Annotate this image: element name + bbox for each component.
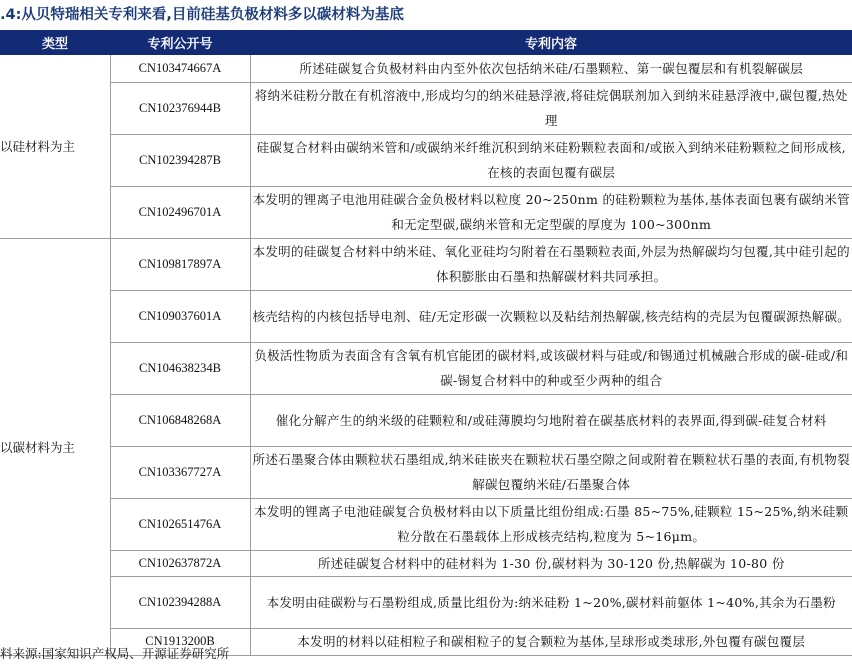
patent-number: CN109817897A bbox=[110, 238, 250, 290]
table-row bbox=[0, 446, 852, 498]
table-row bbox=[0, 576, 852, 628]
table-row bbox=[0, 342, 852, 394]
table-header-row bbox=[0, 30, 852, 55]
patent-table bbox=[0, 30, 852, 656]
table-row bbox=[0, 394, 852, 446]
patent-content: 本发明的锂离子电池硅碳复合负极材料由以下质量比组份组成:石墨 85~75%,硅颗粒 15~25%,纳米硅颗粒分散在石墨载体上形成核壳结构,粒度为 5~16μm。 bbox=[250, 498, 852, 550]
patent-content: 本发明的锂离子电池用硅碳合金负极材料以粒度 20~250nm 的硅粉颗粒为基体,基体表面包裹有碳纳米管和无定型碳,碳纳米管和无定型碳的厚度为 100~300nm bbox=[250, 186, 852, 238]
type-cell: 以碳材料为主 bbox=[0, 238, 110, 655]
table-row bbox=[0, 550, 852, 576]
patent-content: 本发明由硅碳粉与石墨粉组成,质量比组份为:纳米硅粉 1~20%,碳材料前躯体 1~40%,其余为石墨粉 bbox=[250, 576, 852, 628]
header-content: 专利内容 bbox=[250, 30, 852, 55]
type-cell: 以硅材料为主 bbox=[0, 55, 110, 238]
patent-number: CN102376944B bbox=[110, 82, 250, 134]
patent-number: CN109037601A bbox=[110, 290, 250, 342]
patent-number: CN1913200B bbox=[110, 628, 250, 655]
patent-number: CN106848268A bbox=[110, 394, 250, 446]
patent-number: CN103367727A bbox=[110, 446, 250, 498]
patent-content: 本发明的硅碳复合材料中纳米硅、氧化亚硅均匀附着在石墨颗粒表面,外层为热解碳均匀包覆,其中硅引起的体积膨胀由石墨和热解碳材料共同承担。 bbox=[250, 238, 852, 290]
table-row bbox=[0, 290, 852, 342]
patent-content: 负极活性物质为表面含有含氧有机官能团的碳材料,或该碳材料与硅或/和锡通过机械融合形成的碳-硅或/和碳-锡复合材料中的种或至少两种的组合 bbox=[250, 342, 852, 394]
patent-content: 核壳结构的内核包括导电剂、硅/无定形碳一次颗粒以及粘结剂热解碳,核壳结构的壳层为包覆碳源热解碳。 bbox=[250, 290, 852, 342]
table-row bbox=[0, 238, 852, 290]
patent-content: 将纳米硅粉分散在有机溶液中,形成均匀的纳米硅悬浮液,将硅烷偶联剂加入到纳米硅悬浮液中,碳包覆,热处理 bbox=[250, 82, 852, 134]
table-row bbox=[0, 134, 852, 186]
patent-number: CN102394287B bbox=[110, 134, 250, 186]
patent-content: 本发明的材料以硅相粒子和碳相粒子的复合颗粒为基体,呈球形或类球形,外包覆有碳包覆层 bbox=[250, 628, 852, 655]
patent-number: CN102651476A bbox=[110, 498, 250, 550]
patent-number: CN103474667A bbox=[110, 55, 250, 82]
table-row bbox=[0, 498, 852, 550]
table-row bbox=[0, 55, 852, 82]
patent-content: 所述硅碳复合负极材料由内至外依次包括纳米硅/石墨颗粒、第一碳包覆层和有机裂解碳层 bbox=[250, 55, 852, 82]
header-type: 类型 bbox=[0, 30, 110, 55]
table-row bbox=[0, 186, 852, 238]
patent-number: CN104638234B bbox=[110, 342, 250, 394]
table-row bbox=[0, 82, 852, 134]
header-patent-no: 专利公开号 bbox=[110, 30, 250, 55]
source-note: 料来源:国家知识产权局、开源证券研究所 bbox=[0, 646, 230, 661]
patent-number: CN102496701A bbox=[110, 186, 250, 238]
patent-content: 催化分解产生的纳米级的硅颗粒和/或硅薄膜均匀地附着在碳基底材料的表界面,得到碳-硅复合材料 bbox=[250, 394, 852, 446]
patent-content: 所述硅碳复合材料中的硅材料为 1-30 份,碳材料为 30-120 份,热解碳为 10-80 份 bbox=[250, 550, 852, 576]
patent-content: 硅碳复合材料由碳纳米管和/或碳纳米纤维沉积到纳米硅粉颗粒表面和/或嵌入到纳米硅粉颗粒之间形成核,在核的表面包覆有碳层 bbox=[250, 134, 852, 186]
patent-content: 所述石墨聚合体由颗粒状石墨组成,纳米硅嵌夹在颗粒状石墨空隙之间或附着在颗粒状石墨的表面,有机物裂解碳包覆纳米硅/石墨聚合体 bbox=[250, 446, 852, 498]
figure-title: .4:从贝特瑞相关专利来看,目前硅基负极材料多以碳材料为基底 bbox=[0, 7, 404, 23]
patent-number: CN102637872A bbox=[110, 550, 250, 576]
patent-number: CN102394288A bbox=[110, 576, 250, 628]
